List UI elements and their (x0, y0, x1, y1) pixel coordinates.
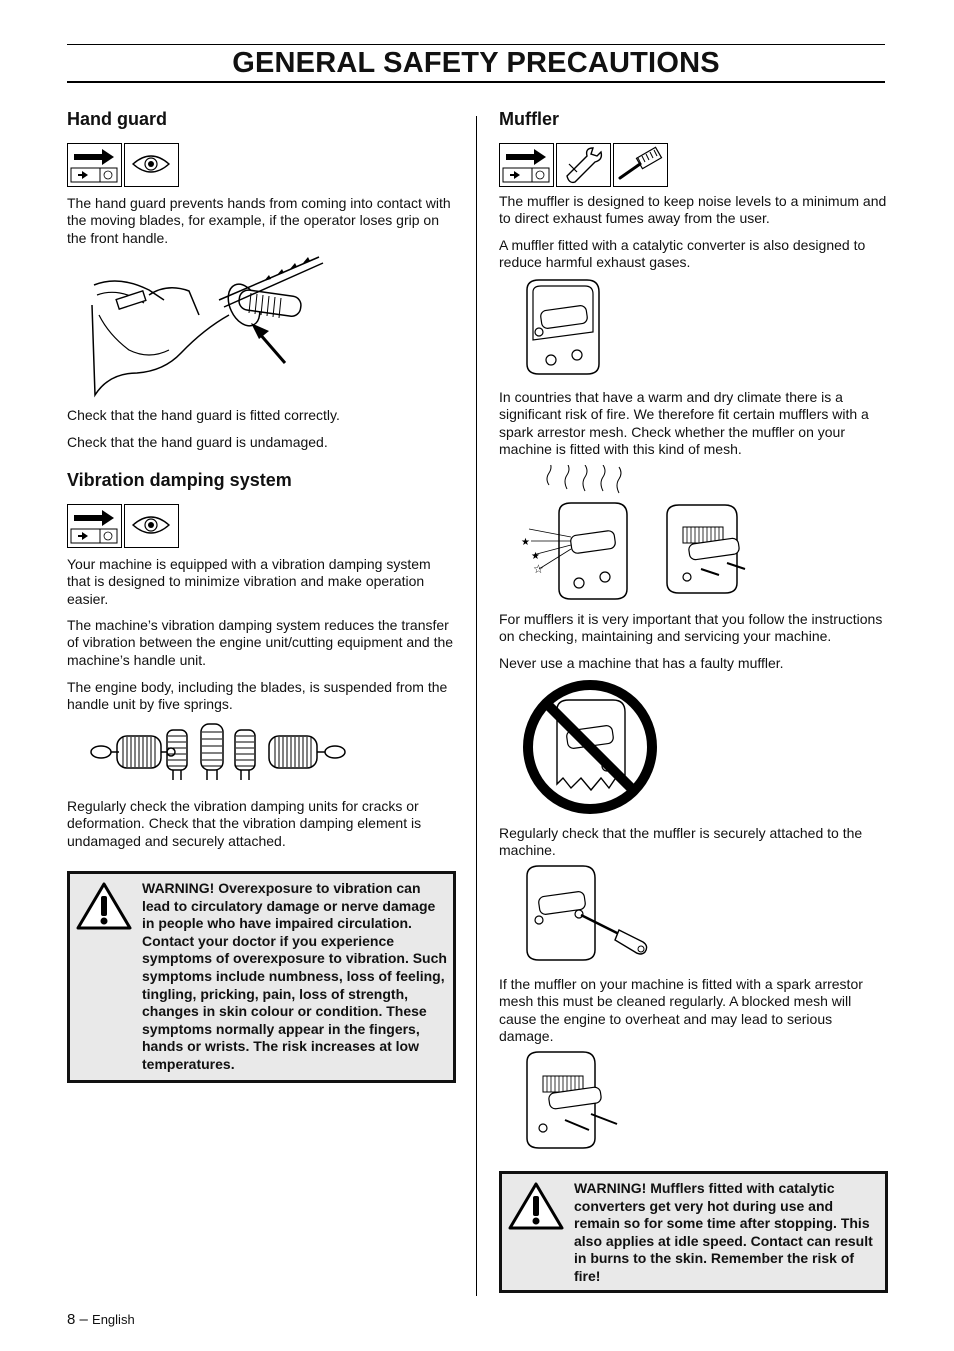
muffler-catalytic: A muffler fitted with a catalytic converter is also designed to reduce harmful exhaust gases. (499, 237, 866, 271)
warning-triangle-icon (507, 1181, 565, 1231)
operation-arrow-icon (499, 143, 554, 187)
vibration-heading: Vibration damping system (67, 470, 292, 490)
hand-guard-heading: Hand guard (67, 109, 168, 129)
vibration-warning-text: WARNING! Overexposure to vibration can lead to circulatory damage or nerve damage in people who have impaired circulation. Contact your doctor if you experience symptoms of overexposure to vibration. Such symptoms include numbness, loss of feeling, tingling, pricking, pain, loss of strength, changes in skin colour or condition. These symptoms normally appear in the fingers, hands or wrists. The risk increases at low temperatures. (142, 880, 447, 1072)
eye-inspect-icon (124, 143, 179, 187)
muffler-warning-text: WARNING! Mufflers fitted with catalytic converters get very hot during use and remain so for some time after stopping. This also applies at idle speed. Contact can result in burns to the skin. Remember the risk of fire! (574, 1180, 873, 1284)
muffler-follow-instructions: For mufflers it is very important that you follow the instructions on checking, maintaining and servicing your machine. (499, 611, 883, 645)
muffler-mesh-cleaning-illustration (519, 1050, 629, 1154)
eye-inspect-icon (124, 504, 179, 548)
brush-icon (613, 143, 668, 187)
muffler-heading: Muffler (499, 109, 559, 129)
page-title: GENERAL SAFETY PRECAUTIONS (232, 47, 720, 79)
operation-arrow-icon (67, 143, 122, 187)
muffler-check-attached: Regularly check that the muffler is securely attached to the machine. (499, 825, 863, 859)
hand-guard-illustration (89, 255, 329, 400)
title-rule-bottom (67, 81, 885, 83)
svg-text:★: ★ (531, 551, 540, 562)
wrench-icon (556, 143, 611, 187)
footer-language: English (92, 1312, 135, 1327)
footer-dash: – (79, 1311, 88, 1328)
hand-guard-check-fitted: Check that the hand guard is fitted correctly. (67, 407, 340, 423)
vibration-intro: Your machine is equipped with a vibration damping system that is designed to minimize vibration and make operation easier. (67, 556, 431, 607)
muffler-warning-box (499, 1171, 888, 1293)
warning-triangle-icon (75, 881, 133, 931)
muffler-screwdriver-illustration (519, 864, 659, 964)
hand-guard-intro: The hand guard prevents hands from coming into contact with the moving blades, for example, if the operator loses grip on the front handle. (67, 195, 451, 246)
muffler-clean-mesh: If the muffler on your machine is fitted with a spark arrestor mesh this must be cleaned regularly. A blocked mesh will cause the engine to overheat and may lead to serious damage. (499, 976, 863, 1045)
springs-illustration (89, 720, 349, 785)
vibration-warning-box (67, 871, 456, 1083)
hand-guard-check-undamaged: Check that the hand guard is undamaged. (67, 434, 328, 450)
spark-arrestor-illustration (519, 465, 759, 605)
page-number: 8 (67, 1311, 76, 1328)
operation-arrow-icon (67, 504, 122, 548)
muffler-fire-risk: In countries that have a warm and dry climate there is a significant risk of fire. We therefore fit certain mufflers with a spark arrestor mesh. Check whether the muffler on your machine is fitted with this kind of mesh. (499, 389, 869, 458)
vibration-springs: The engine body, including the blades, is suspended from the handle unit by five springs. (67, 679, 448, 713)
column-divider (476, 116, 477, 1296)
muffler-illustration (519, 278, 619, 378)
page-footer (67, 1311, 135, 1328)
vibration-transfer: The machine’s vibration damping system reduces the transfer of vibration between the engine unit/cutting equipment and the machine’s handle unit. (67, 617, 454, 668)
svg-text:★: ★ (521, 537, 530, 548)
vibration-check: Regularly check the vibration damping units for cracks or deformation. Check that the vibration damping element is undamaged and securely attached. (67, 798, 422, 849)
prohibited-faulty-muffler-illustration (521, 678, 659, 816)
muffler-never-faulty: Never use a machine that has a faulty muffler. (499, 655, 784, 671)
muffler-purpose: The muffler is designed to keep noise levels to a minimum and to direct exhaust fumes away from the user. (499, 193, 887, 227)
svg-text:☆: ☆ (533, 562, 544, 576)
